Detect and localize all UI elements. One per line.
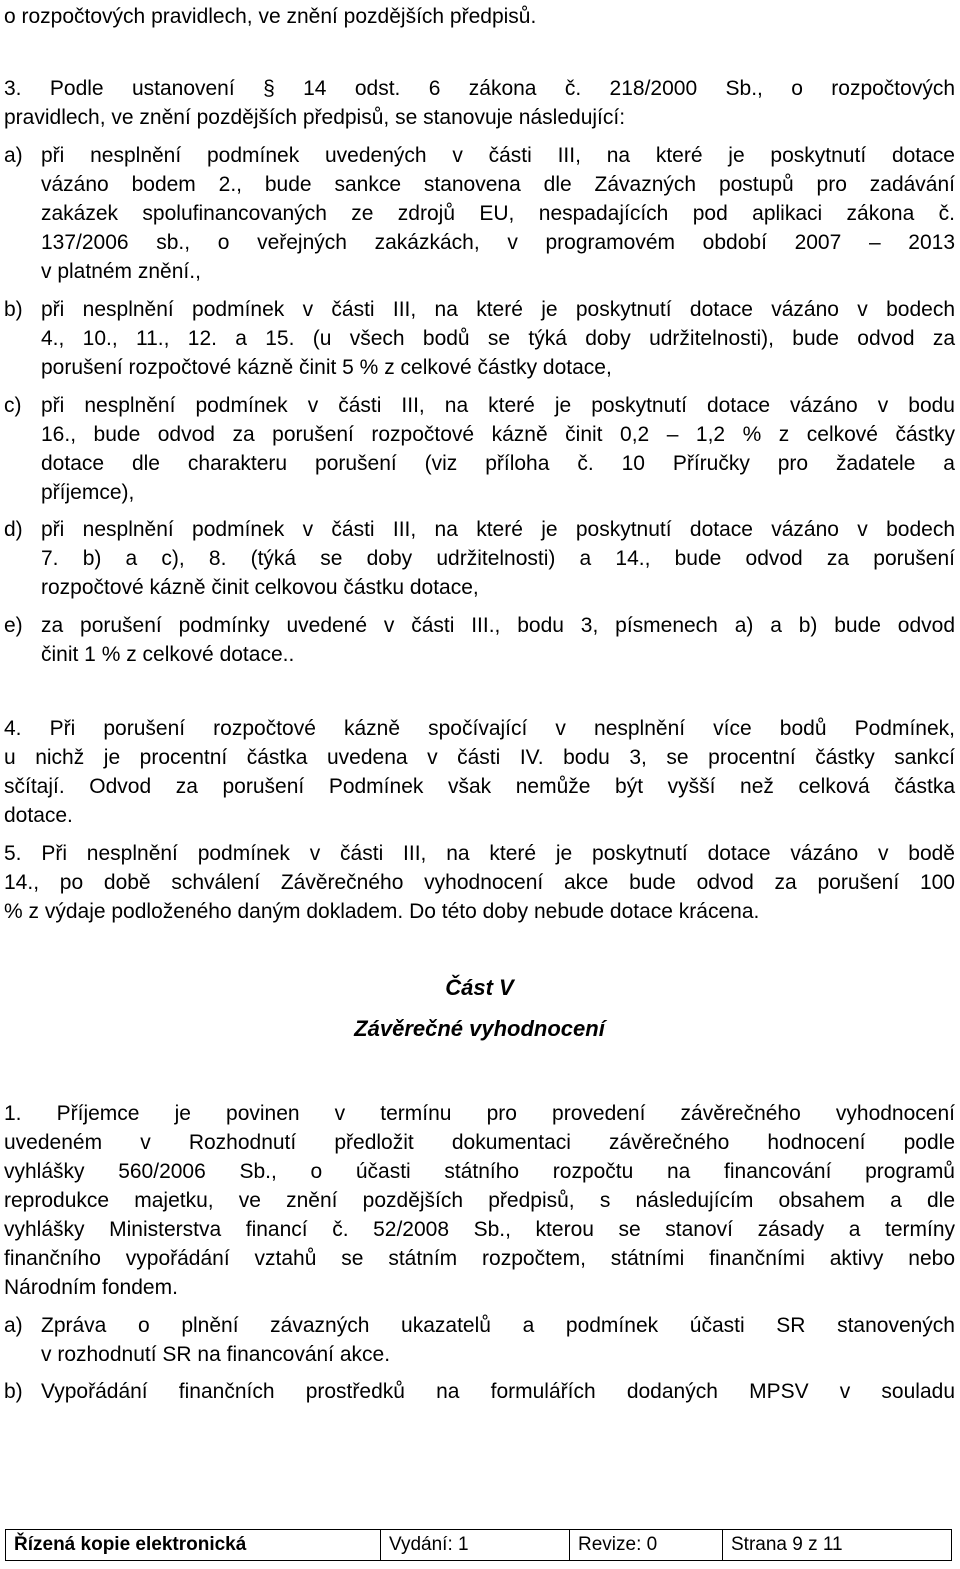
paragraph-line: Národním fondem. [4,1276,178,1299]
list-item-line: při nesplnění podmínek v části III, na které je poskytnutí dotace vázáno v bodech [41,298,955,321]
paragraph-line: % z výdaje podloženého daným dokladem. Do této doby nebude dotace krácena. [4,900,760,923]
section-heading: Část V [445,975,514,1000]
list-label: b) [4,298,23,321]
list-item-line: za porušení podmínky uvedené v části III., bodu 3, písmenech a) a b) bude odvod [41,614,955,637]
paragraph-line: 14., po době schválení Závěrečného vyhodnocení akce bude odvod za porušení 100 [4,871,955,894]
footer-revision: Revize: 0 [570,1530,723,1560]
footer-copy-type: Řízená kopie elektronická [6,1530,381,1560]
list-item-line: zakázek spolufinancovaných ze zdrojů EU, nespadajících pod aplikaci zákona č. [41,202,955,225]
list-item-line: v platném znění., [41,260,201,283]
list-item-line: rozpočtové kázně činit celkovou částku dotace, [41,576,479,599]
paragraph-line: uvedeném v Rozhodnutí předložit dokumentaci závěrečného hodnocení podle [4,1131,955,1154]
list-item-line: 137/2006 sb., o veřejných zakázkách, v programovém období 2007 – 2013 [41,231,955,254]
paragraph-line: reprodukce majetku, ve znění pozdějších předpisů, s následujícím obsahem a dle [4,1189,955,1212]
list-item-line: příjemce), [41,481,135,504]
paragraph-line: u nichž je procentní částka uvedena v části IV. bodu 3, se procentní částky sankcí [4,746,955,769]
paragraph-line: 4. Při porušení rozpočtové kázně spočívající v nesplnění více bodů Podmínek, [4,717,955,740]
paragraph-line: 1. Příjemce je povinen v termínu pro provedení závěrečného vyhodnocení [4,1102,955,1125]
list-item-line: Vypořádání finančních prostředků na formulářích dodaných MPSV v souladu [41,1380,955,1403]
list-item-line: při nesplnění podmínek v části III, na které je poskytnutí dotace vázáno v bodu [41,394,955,417]
list-item-line: 4., 10., 11., 12. a 15. (u všech bodů se týká doby udržitelnosti), bude odvod za [41,327,955,350]
footer-page-number: Strana 9 z 11 [731,1534,843,1555]
paragraph-line: dotace. [4,804,73,827]
list-label: d) [4,518,23,541]
list-item-line: porušení rozpočtové kázně činit 5 % z celkové částky dotace, [41,356,612,379]
list-item-line: Zpráva o plnění závazných ukazatelů a podmínek účasti SR stanovených [41,1314,955,1337]
list-item-line: v rozhodnutí SR na financování akce. [41,1343,391,1366]
list-item-line: při nesplnění podmínek uvedených v části III, na které je poskytnutí dotace [41,144,955,167]
paragraph-line: finančního vypořádání vztahů se státním rozpočtem, státními finančními aktivy nebo [4,1247,955,1270]
footer-issue: Vydání: 1 [381,1530,570,1560]
paragraph-line: 5. Při nesplnění podmínek v části III, na které je poskytnutí dotace vázáno v bodě [4,842,955,865]
list-label: c) [4,394,22,417]
paragraph-line: vyhlášky Ministerstva financí č. 52/2008 Sb., kterou se stanoví zásady a termíny [4,1218,955,1241]
paragraph-line: vyhlášky 560/2006 Sb., o účasti státního rozpočtu na financování programů [4,1160,955,1183]
list-label: a) [4,1314,23,1337]
paragraph-line: sčítají. Odvod za porušení Podmínek však nemůže být vyšší než celková částka [4,775,955,798]
document-footer-table [5,1529,952,1561]
section-title: Závěrečné vyhodnocení [354,1016,605,1041]
list-item-line: činit 1 % z celkové dotace.. [41,643,295,666]
list-label: e) [4,614,23,637]
list-item-line: 16., bude odvod za porušení rozpočtové kázně činit 0,2 – 1,2 % z celkové částky [41,423,955,446]
paragraph-3-line: 3. Podle ustanovení § 14 odst. 6 zákona č. 218/2000 Sb., o rozpočtových [4,77,955,100]
list-item-line: 7. b) a c), 8. (týká se doby udržitelnosti) a 14., bude odvod za porušení [41,547,955,570]
text-line: o rozpočtových pravidlech, ve znění pozdějších předpisů. [4,5,537,28]
list-label: b) [4,1380,23,1403]
list-label: a) [4,144,23,167]
list-item-line: při nesplnění podmínek v části III, na které je poskytnutí dotace vázáno v bodech [41,518,955,541]
paragraph-3-line: pravidlech, ve znění pozdějších předpisů, se stanovuje následující: [4,106,626,129]
list-item-line: vázáno bodem 2., bude sankce stanovena dle Závazných postupů pro zadávání [41,173,955,196]
list-item-line: dotace dle charakteru porušení (viz příloha č. 10 Příručky pro žadatele a [41,452,955,475]
